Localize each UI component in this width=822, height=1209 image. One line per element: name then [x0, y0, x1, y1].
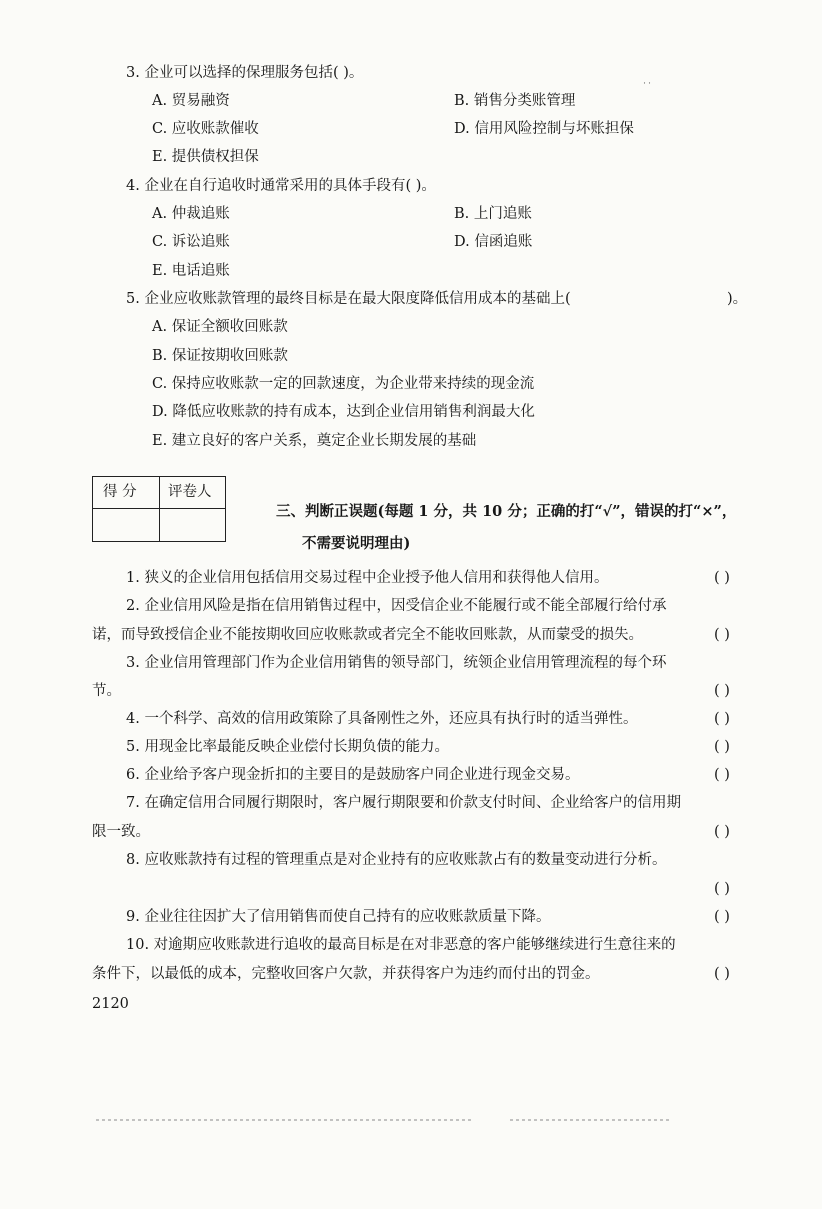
q5-option-b: B. 保证按期收回账款 [152, 348, 288, 364]
answer-parentheses: ( ) [714, 966, 730, 982]
q5-option-e: E. 建立良好的客户关系，奠定企业长期发展的基础 [152, 433, 477, 449]
q4-option-e: E. 电话追账 [152, 263, 230, 279]
tf-q5: 5. 用现金比率最能反映企业偿付长期负债的能力。 [126, 739, 449, 755]
q5-stem: 5. 企业应收账款管理的最终目标是在最大限度降低信用成本的基础上( [126, 291, 571, 307]
answer-parentheses: ( ) [714, 711, 730, 727]
tf-q2-line2: 诺，而导致授信企业不能按期收回应收账款或者完全不能收回账款，从而蒙受的损失。 [92, 627, 643, 643]
tf-q10-line1: 10. 对逾期应收账款进行追收的最高目标是在对非恶意的客户能够继续进行生意往来的 [126, 937, 676, 953]
q4-option-c: C. 诉讼追账 [152, 234, 230, 250]
scan-artifact [510, 1119, 670, 1121]
answer-parentheses: ( ) [714, 570, 730, 586]
tf-q7-line1: 7. 在确定信用合同履行期限时，客户履行期限要和价款支付时间、企业给客户的信用期 [126, 795, 681, 811]
q3-option-c: C. 应收账款催收 [152, 121, 259, 137]
score-header: 得 分 [103, 484, 137, 500]
answer-parentheses: ( ) [714, 767, 730, 783]
tf-q9: 9. 企业往往因扩大了信用销售而使自己持有的应收账款质量下降。 [126, 909, 551, 925]
table-divider [159, 477, 160, 541]
q3-option-e: E. 提供债权担保 [152, 149, 259, 165]
q3-option-a: A. 贸易融资 [152, 93, 230, 109]
tf-q7-line2: 限一致。 [92, 824, 150, 840]
tf-q1: 1. 狭义的企业信用包括信用交易过程中企业授予他人信用和获得他人信用。 [126, 570, 609, 586]
grader-header: 评卷人 [168, 484, 212, 500]
answer-parentheses: ( ) [714, 683, 730, 699]
tf-q3-line1: 3. 企业信用管理部门作为企业信用销售的领导部门，统领企业信用管理流程的每个环 [126, 655, 667, 671]
scan-artifact [96, 1119, 474, 1121]
tf-q6: 6. 企业给予客户现金折扣的主要目的是鼓励客户同企业进行现金交易。 [126, 767, 580, 783]
answer-parentheses: ( ) [714, 627, 730, 643]
section-3-subtitle: 不需要说明理由) [302, 535, 411, 552]
tf-q8: 8. 应收账款持有过程的管理重点是对企业持有的应收账款占有的数量变动进行分析。 [126, 852, 667, 868]
answer-parentheses: ( ) [714, 881, 730, 897]
tf-q4: 4. 一个科学、高效的信用政策除了具备刚性之外，还应具有执行时的适当弹性。 [126, 711, 638, 727]
q5-stem-end: )。 [727, 291, 748, 307]
q4-stem: 4. 企业在自行追收时通常采用的具体手段有( )。 [126, 178, 436, 194]
page-code: 2120 [92, 996, 129, 1012]
q4-option-d: D. 信函追账 [454, 234, 533, 250]
answer-parentheses: ( ) [714, 824, 730, 840]
table-divider [93, 508, 225, 509]
answer-parentheses: ( ) [714, 909, 730, 925]
section-3-title: 三、判断正误题(每题 1 分，共 10 分；正确的打“√”，错误的打“×”， [276, 503, 737, 520]
q4-option-b: B. 上门追账 [454, 206, 532, 222]
answer-parentheses: ( ) [714, 739, 730, 755]
q5-option-a: A. 保证全额收回账款 [152, 319, 288, 335]
q5-option-c: C. 保持应收账款一定的回款速度，为企业带来持续的现金流 [152, 376, 535, 392]
tf-q3-line2: 节。 [92, 683, 121, 699]
grading-table [92, 476, 226, 542]
q3-option-d: D. 信用风险控制与坏账担保 [454, 121, 634, 137]
q4-option-a: A. 仲裁追账 [152, 206, 230, 222]
q5-option-d: D. 降低应收账款的持有成本，达到企业信用销售利润最大化 [152, 404, 535, 420]
tf-q10-line2: 条件下，以最低的成本，完整收回客户欠款，并获得客户为违约而付出的罚金。 [92, 966, 600, 982]
tf-q2-line1: 2. 企业信用风险是指在信用销售过程中，因受信企业不能履行或不能全部履行给付承 [126, 598, 667, 614]
q3-option-b: B. 销售分类账管理 [454, 93, 576, 109]
q3-stem: 3. 企业可以选择的保理服务包括( )。 [126, 65, 364, 81]
scan-speck: ˙˙ [642, 82, 652, 93]
